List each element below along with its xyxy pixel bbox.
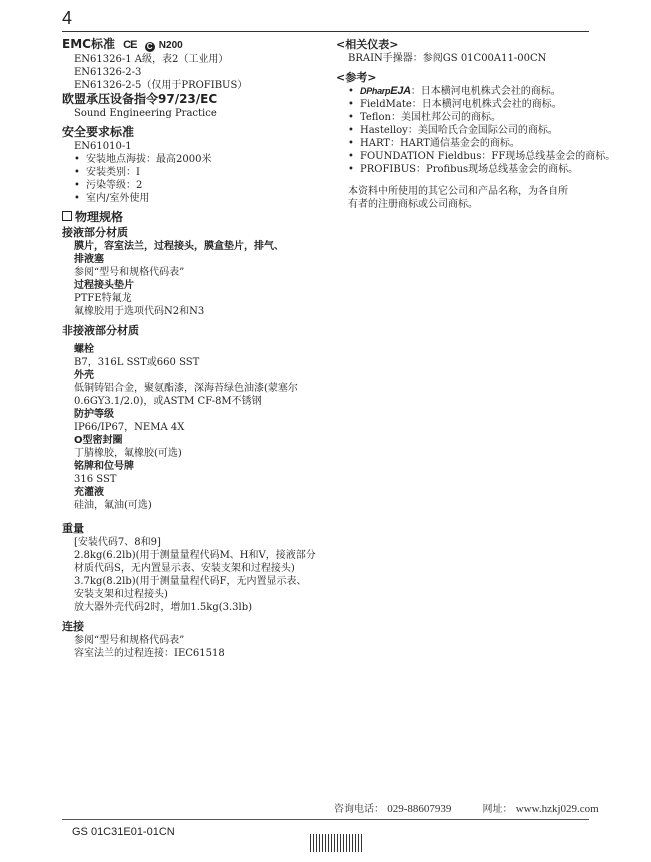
- oring-label: O型密封圈: [74, 435, 123, 446]
- wetted-sub-label: 膜片，容室法兰，过程接头，膜盒垫片，排气、: [74, 241, 284, 252]
- gasket-label: 过程接头垫片: [74, 280, 134, 291]
- reference-item: • PROFIBUS：Profibus现场总线基金会的商标。: [336, 163, 626, 176]
- protection-label: 防护等级: [74, 409, 114, 420]
- trademark-note: 有者的注册商标或公司商标。: [348, 199, 478, 210]
- weight-line: 2.8kg(6.2lb)(用于测量量程代码M、H和V，接液部分: [74, 550, 316, 561]
- reference-heading: <参考>: [336, 71, 377, 84]
- checkbox-square-icon: [62, 211, 72, 221]
- gasket-value: 氟橡胶用于选项代码N2和N3: [74, 306, 205, 317]
- emc-line: EN61326-1 A级，表2（工业用）: [74, 54, 229, 65]
- weight-line: 材质代码S，无内置显示表、安装支架和过程接头): [74, 563, 295, 574]
- oring-value: 丁腈橡胶，氟橡胶(可选): [74, 448, 182, 459]
- weight-line: [安装代码7、8和9]: [74, 537, 161, 548]
- related-heading: <相关仪表>: [336, 38, 399, 51]
- reference-item: • FOUNDATION Fieldbus：FF现场总线基金会的商标。: [336, 150, 626, 163]
- bolt-label: 螺栓: [74, 344, 94, 355]
- dpharp-eja-logo: DPharpEJA: [360, 85, 411, 97]
- safety-bullet: • 安装类别：I: [62, 166, 332, 179]
- nameplate-value: 316 SST: [74, 474, 117, 485]
- barcode-icon: [310, 834, 362, 852]
- weight-heading: 重量: [62, 522, 84, 535]
- c-tick-mark-icon: C: [145, 42, 155, 52]
- reference-item: • DPharpEJA：日本横河电机株式会社的商标。: [336, 85, 626, 98]
- weight-line: 放大器外壳代码2时，增加1.5kg(3.3lb): [74, 602, 253, 613]
- emc-line: EN61326-2-3: [74, 67, 142, 78]
- ped-heading: 欧盟承压设备指令97/23/EC: [62, 92, 218, 106]
- phone-label: 咨询电话：: [334, 804, 384, 815]
- reference-item: • Hastelloy：美国哈氏合金国际公司的商标。: [336, 124, 626, 137]
- housing-value: 低铜铸铝合金，聚氨酯漆，深海苔绿色油漆(蒙塞尔: [74, 383, 298, 394]
- reference-item: • Teflon：美国杜邦公司的商标。: [336, 111, 626, 124]
- footer-rule: [62, 819, 589, 820]
- connection-line: 容室法兰的过程连接：IEC61518: [74, 648, 225, 659]
- ped-line: Sound Engineering Practice: [74, 108, 217, 119]
- safety-bullet: • 室内/室外使用: [62, 192, 332, 205]
- wetted-heading: 接液部分材质: [62, 226, 128, 239]
- related-line: BRAIN手操器：参阅GS 01C00A11-00CN: [348, 53, 547, 64]
- safety-bullet: • 安装地点海拔：最高2000米: [62, 153, 332, 166]
- safety-bullet: • 污染等级：2: [62, 179, 332, 192]
- safety-standard: EN61010-1: [74, 141, 132, 152]
- n200-mark: N200: [158, 40, 183, 51]
- phone-number: 029-88607939: [387, 803, 452, 815]
- emc-line: EN61326-2-5（仅用于PROFIBUS）: [74, 80, 248, 91]
- protection-value: IP66/IP67，NEMA 4X: [74, 422, 185, 433]
- header-rule: [62, 31, 589, 32]
- safety-heading: 安全要求标准: [62, 125, 135, 139]
- physical-heading: 物理规格: [62, 210, 332, 225]
- wetted-value: 参阅“型号和规格代码表”: [74, 267, 185, 278]
- gasket-value: PTFE特氟龙: [74, 293, 132, 304]
- left-column: [62, 37, 332, 660]
- trademark-note: 本资料中所使用的其它公司和产品名称，为各自所: [348, 186, 568, 197]
- bolt-value: B7，316L SST或660 SST: [74, 357, 200, 368]
- fill-fluid-value: 硅油，氟油(可选): [74, 500, 152, 511]
- ce-mark-icon: CE: [123, 39, 137, 51]
- connection-line: 参阅“型号和规格代码表”: [74, 635, 185, 646]
- wetted-sub-label: 排液塞: [74, 254, 104, 265]
- housing-value: 0.6GY3.1/2.0)，或ASTM CF-8M不锈钢: [74, 396, 262, 407]
- footer-contact: [334, 800, 627, 815]
- reference-item: • FieldMate：日本横河电机株式会社的商标。: [336, 98, 626, 111]
- housing-label: 外壳: [74, 370, 94, 381]
- fill-fluid-label: 充灌液: [74, 487, 104, 498]
- weight-line: 3.7kg(8.2lb)(用于测量量程代码F，无内置显示表、: [74, 576, 307, 587]
- nonwetted-heading: 非接液部分材质: [62, 324, 139, 337]
- emc-heading: EMC标准 CE C N200: [62, 37, 183, 51]
- reference-item: • HART：HART通信基金会的商标。: [336, 137, 626, 150]
- page-number: 4: [62, 8, 73, 28]
- website-label: 网址：: [482, 804, 513, 815]
- website-link[interactable]: www.hzkj029.com: [515, 803, 599, 815]
- weight-line: 安装支架和过程接头): [74, 589, 168, 600]
- nameplate-label: 铭牌和位号牌: [74, 461, 134, 472]
- connection-heading: 连接: [62, 620, 84, 633]
- right-column: [336, 37, 626, 211]
- document-code: GS 01C31E01-01CN: [72, 826, 175, 838]
